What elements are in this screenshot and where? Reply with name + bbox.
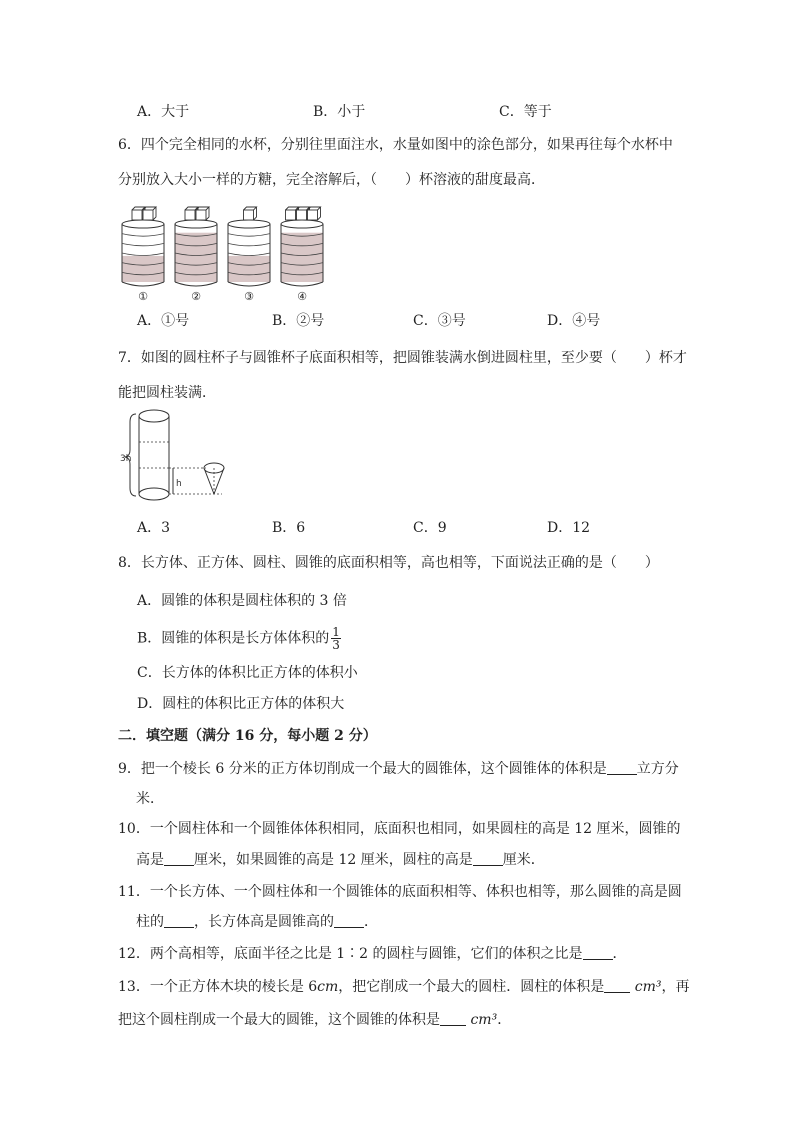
q11-text-b: 柱的: [136, 914, 164, 930]
sugar-cube: [244, 207, 257, 220]
q6-option-b: B．②号: [272, 313, 325, 329]
cup-1: [122, 207, 164, 303]
q7-stem-line2: 能把圆柱装满．: [118, 385, 216, 401]
q6-option-a: A．①号: [137, 313, 190, 329]
q10-text-c: 厘米，如果圆锥的高是 12 厘米，圆柱的高是: [194, 852, 473, 868]
q8-option-b: [137, 626, 341, 651]
section-2-title: 二．填空题（满分 16 分，每小题 2 分）: [118, 728, 377, 744]
fraction-one-third: $\frac{1}{3}$: [332, 625, 340, 652]
q8-option-a: A．圆锥的体积是圆柱体积的 3 倍: [137, 593, 347, 609]
q12-text-b: ．: [612, 946, 627, 962]
q13-text-a: 13．一个正方体木块的棱长是 6: [118, 979, 318, 995]
q13-text-e: ．: [497, 1012, 512, 1028]
q6-cups-figure: [118, 200, 348, 304]
q12-blank: [583, 945, 613, 960]
q13-text-b: ，把它削成一个最大的圆柱．圆柱的体积是: [338, 979, 605, 995]
q11-blank-2: [334, 913, 364, 928]
q6-stem-line1: 6．四个完全相同的水杯，分别往里面注水，水量如图中的涂色部分，如果再往每个水杯中: [118, 137, 673, 153]
cup-3: [228, 207, 270, 303]
q7-option-c: C．9: [413, 520, 447, 536]
q8-option-b-text: B．圆锥的体积是长方体体积的: [137, 630, 330, 647]
q6-option-d: D．④号: [547, 313, 601, 329]
q5-option-c: C．等于: [499, 104, 552, 120]
q9-line1: [118, 759, 679, 779]
q13-line1: [118, 977, 689, 997]
q11-text-c: ，长方体高是圆锥高的: [194, 914, 334, 930]
q13-unit-cm: cm: [317, 979, 339, 995]
q12-text-a: 12．两个高相等，底面半径之比是 1∶2 的圆柱与圆锥，它们的体积之比是: [118, 946, 583, 962]
q6-stem-line2: 分别放入大小一样的方糖，完全溶解后，（ ）杯溶液的甜度最高．: [118, 172, 545, 188]
q9-text-b: 立方分: [636, 761, 679, 777]
q10-blank-2: [473, 851, 503, 866]
q11-line2: [136, 912, 378, 932]
q7-option-a: A．3: [137, 520, 171, 536]
q7-option-d: D．12: [547, 520, 591, 536]
q9-text-a: 9．把一个棱长 6 分米的正方体切削成一个最大的圆锥体，这个圆锥体的体积是: [118, 761, 607, 777]
q13-unit-cm3-2: cm³: [470, 1012, 498, 1028]
label-3h: 3h: [120, 454, 132, 464]
cylinder-top: [139, 410, 169, 422]
q10-text-d: 厘米．: [502, 852, 545, 868]
q13-line2: [118, 1010, 511, 1030]
q7-cylinder-cone-figure: [118, 406, 248, 506]
q5-option-a: A．大于: [137, 104, 190, 120]
q13-blank-2: [440, 1011, 466, 1026]
q11-text-d: ．: [364, 914, 378, 930]
q13-blank-1: [604, 978, 630, 993]
cup-water: [122, 256, 164, 282]
cylinder-bottom: [139, 488, 169, 500]
q6-option-c: C．③号: [413, 313, 466, 329]
label-h: h: [176, 479, 182, 489]
cup-label: ③: [244, 290, 254, 303]
q10-line1: 10．一个圆柱体和一个圆锥体体积相同，底面积也相同，如果圆柱的高是 12 厘米，圆锥的: [118, 821, 681, 837]
cup-water: [228, 256, 270, 282]
q8-stem: 8．长方体、正方体、圆柱、圆锥的底面积相等，高也相等，下面说法正确的是（ ）: [118, 555, 659, 571]
q10-text-b: 高是: [136, 852, 164, 868]
q9-line2: 米．: [136, 791, 164, 807]
q10-blank-1: [164, 851, 194, 866]
q13-text-d: 把这个圆柱削成一个最大的圆锥，这个圆锥的体积是: [118, 1012, 440, 1028]
q7-stem-line1: 7．如图的圆柱杯子与圆锥杯子底面积相等，把圆锥装满水倒进圆柱里，至少要（ ）杯才: [118, 350, 687, 366]
q7-option-b: B．6: [272, 520, 306, 536]
q13-text-c: ，再: [661, 979, 690, 995]
q13-unit-cm3-1: cm³: [634, 979, 662, 995]
q10-line2: [136, 850, 545, 870]
q9-blank: [607, 760, 637, 775]
cup-label: ②: [191, 290, 201, 303]
q12-line: [118, 944, 627, 964]
cup-4: [281, 207, 323, 303]
cup-label: ①: [138, 290, 148, 303]
q5-option-b: B．小于: [313, 104, 366, 120]
q8-option-c: C．长方体的体积比正方体的体积小: [137, 665, 358, 681]
cup-2: [175, 207, 217, 303]
q11-line1: 11．一个长方体、一个圆柱体和一个圆锥体的底面积相等、体积也相等，那么圆锥的高是圆: [118, 884, 682, 900]
cup-label: ④: [297, 290, 307, 303]
q11-blank-1: [164, 913, 194, 928]
q8-option-d: D．圆柱的体积比正方体的体积大: [137, 696, 345, 712]
